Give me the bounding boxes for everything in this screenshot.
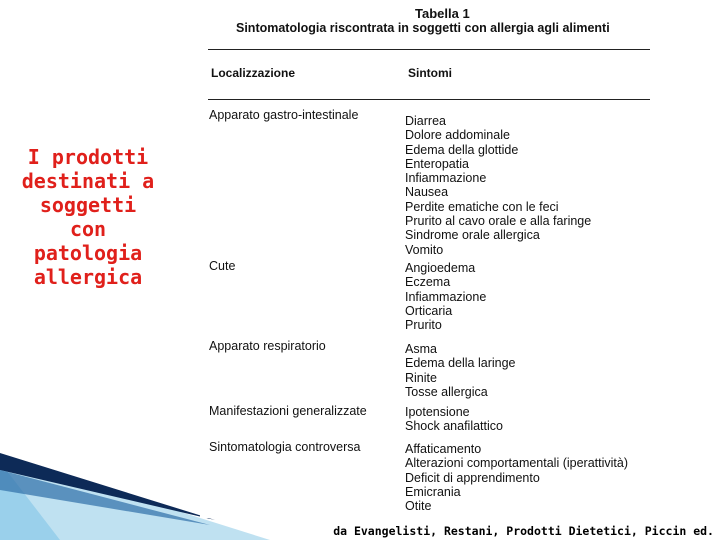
table-number: Tabella 1: [415, 6, 470, 21]
symptom-item: Shock anafilattico: [405, 419, 503, 434]
column-header-location: Localizzazione: [211, 66, 296, 80]
slide-title-line: patologia: [33, 241, 143, 265]
scanned-table: [200, 4, 660, 518]
symptom-item: Orticaria: [405, 303, 453, 318]
location-cell: Sintomatologia controversa: [209, 440, 361, 454]
symptoms-cell: [405, 442, 628, 513]
symptom-item: Vomito: [405, 242, 444, 257]
symptoms-cell: [405, 342, 516, 399]
symptom-item: Angioedema: [405, 261, 476, 275]
symptom-item: Rinite: [405, 370, 437, 385]
table-rule-top: [208, 49, 650, 50]
slide-title-line: I prodotti: [27, 145, 149, 169]
table-title: Sintomatologia riscontrata in soggetti con allergia agli alimenti: [236, 21, 610, 35]
location-cell: Apparato gastro-intestinale: [209, 108, 359, 122]
symptoms-cell: [405, 114, 591, 257]
location-cell: Cute: [209, 259, 236, 273]
symptom-item: Sindrome orale allergica: [405, 228, 540, 243]
symptom-item: Perdite ematiche con le feci: [405, 199, 559, 214]
symptom-item: Eczema: [405, 275, 451, 290]
slide-title: [8, 145, 168, 289]
symptom-item: Tosse allergica: [405, 384, 488, 399]
symptom-item: Deficit di apprendimento: [405, 470, 540, 485]
symptoms-cell: [405, 405, 503, 434]
slide-title-line: allergica: [33, 265, 143, 289]
symptom-item: Prurito: [405, 318, 442, 333]
symptom-item: Asma: [405, 342, 437, 356]
symptom-item: Infiammazione: [405, 289, 487, 304]
slide-title-line: con: [69, 217, 107, 241]
table-rule-header: [208, 99, 650, 100]
slide-title-line: soggetti: [39, 193, 137, 217]
location-cell: Apparato respiratorio: [209, 339, 326, 353]
column-header-symptoms: Sintomi: [408, 66, 452, 80]
symptom-item: Alterazioni comportamentali (iperattività): [405, 456, 629, 471]
symptom-item: Nausea: [405, 185, 449, 200]
slide-title-line: destinati a: [21, 169, 155, 193]
symptom-item: Edema della glottide: [405, 142, 519, 157]
location-cell: Manifestazioni generalizzate: [209, 404, 367, 418]
symptom-item: Emicrania: [405, 484, 461, 499]
symptom-item: Otite: [405, 499, 432, 514]
symptom-item: Diarrea: [405, 114, 446, 128]
symptom-item: Affaticamento: [405, 442, 482, 456]
symptom-item: Infiammazione: [405, 171, 487, 186]
symptom-item: Enteropatia: [405, 156, 469, 171]
symptom-item: Dolore addominale: [405, 128, 510, 143]
symptom-item: Ipotensione: [405, 405, 470, 419]
source-citation: da Evangelisti, Restani, Prodotti Dietetici, Piccin ed.: [333, 524, 714, 538]
symptom-item: Prurito al cavo orale e alla faringe: [405, 214, 592, 229]
symptom-item: Edema della laringe: [405, 356, 516, 371]
symptoms-cell: [405, 261, 486, 332]
